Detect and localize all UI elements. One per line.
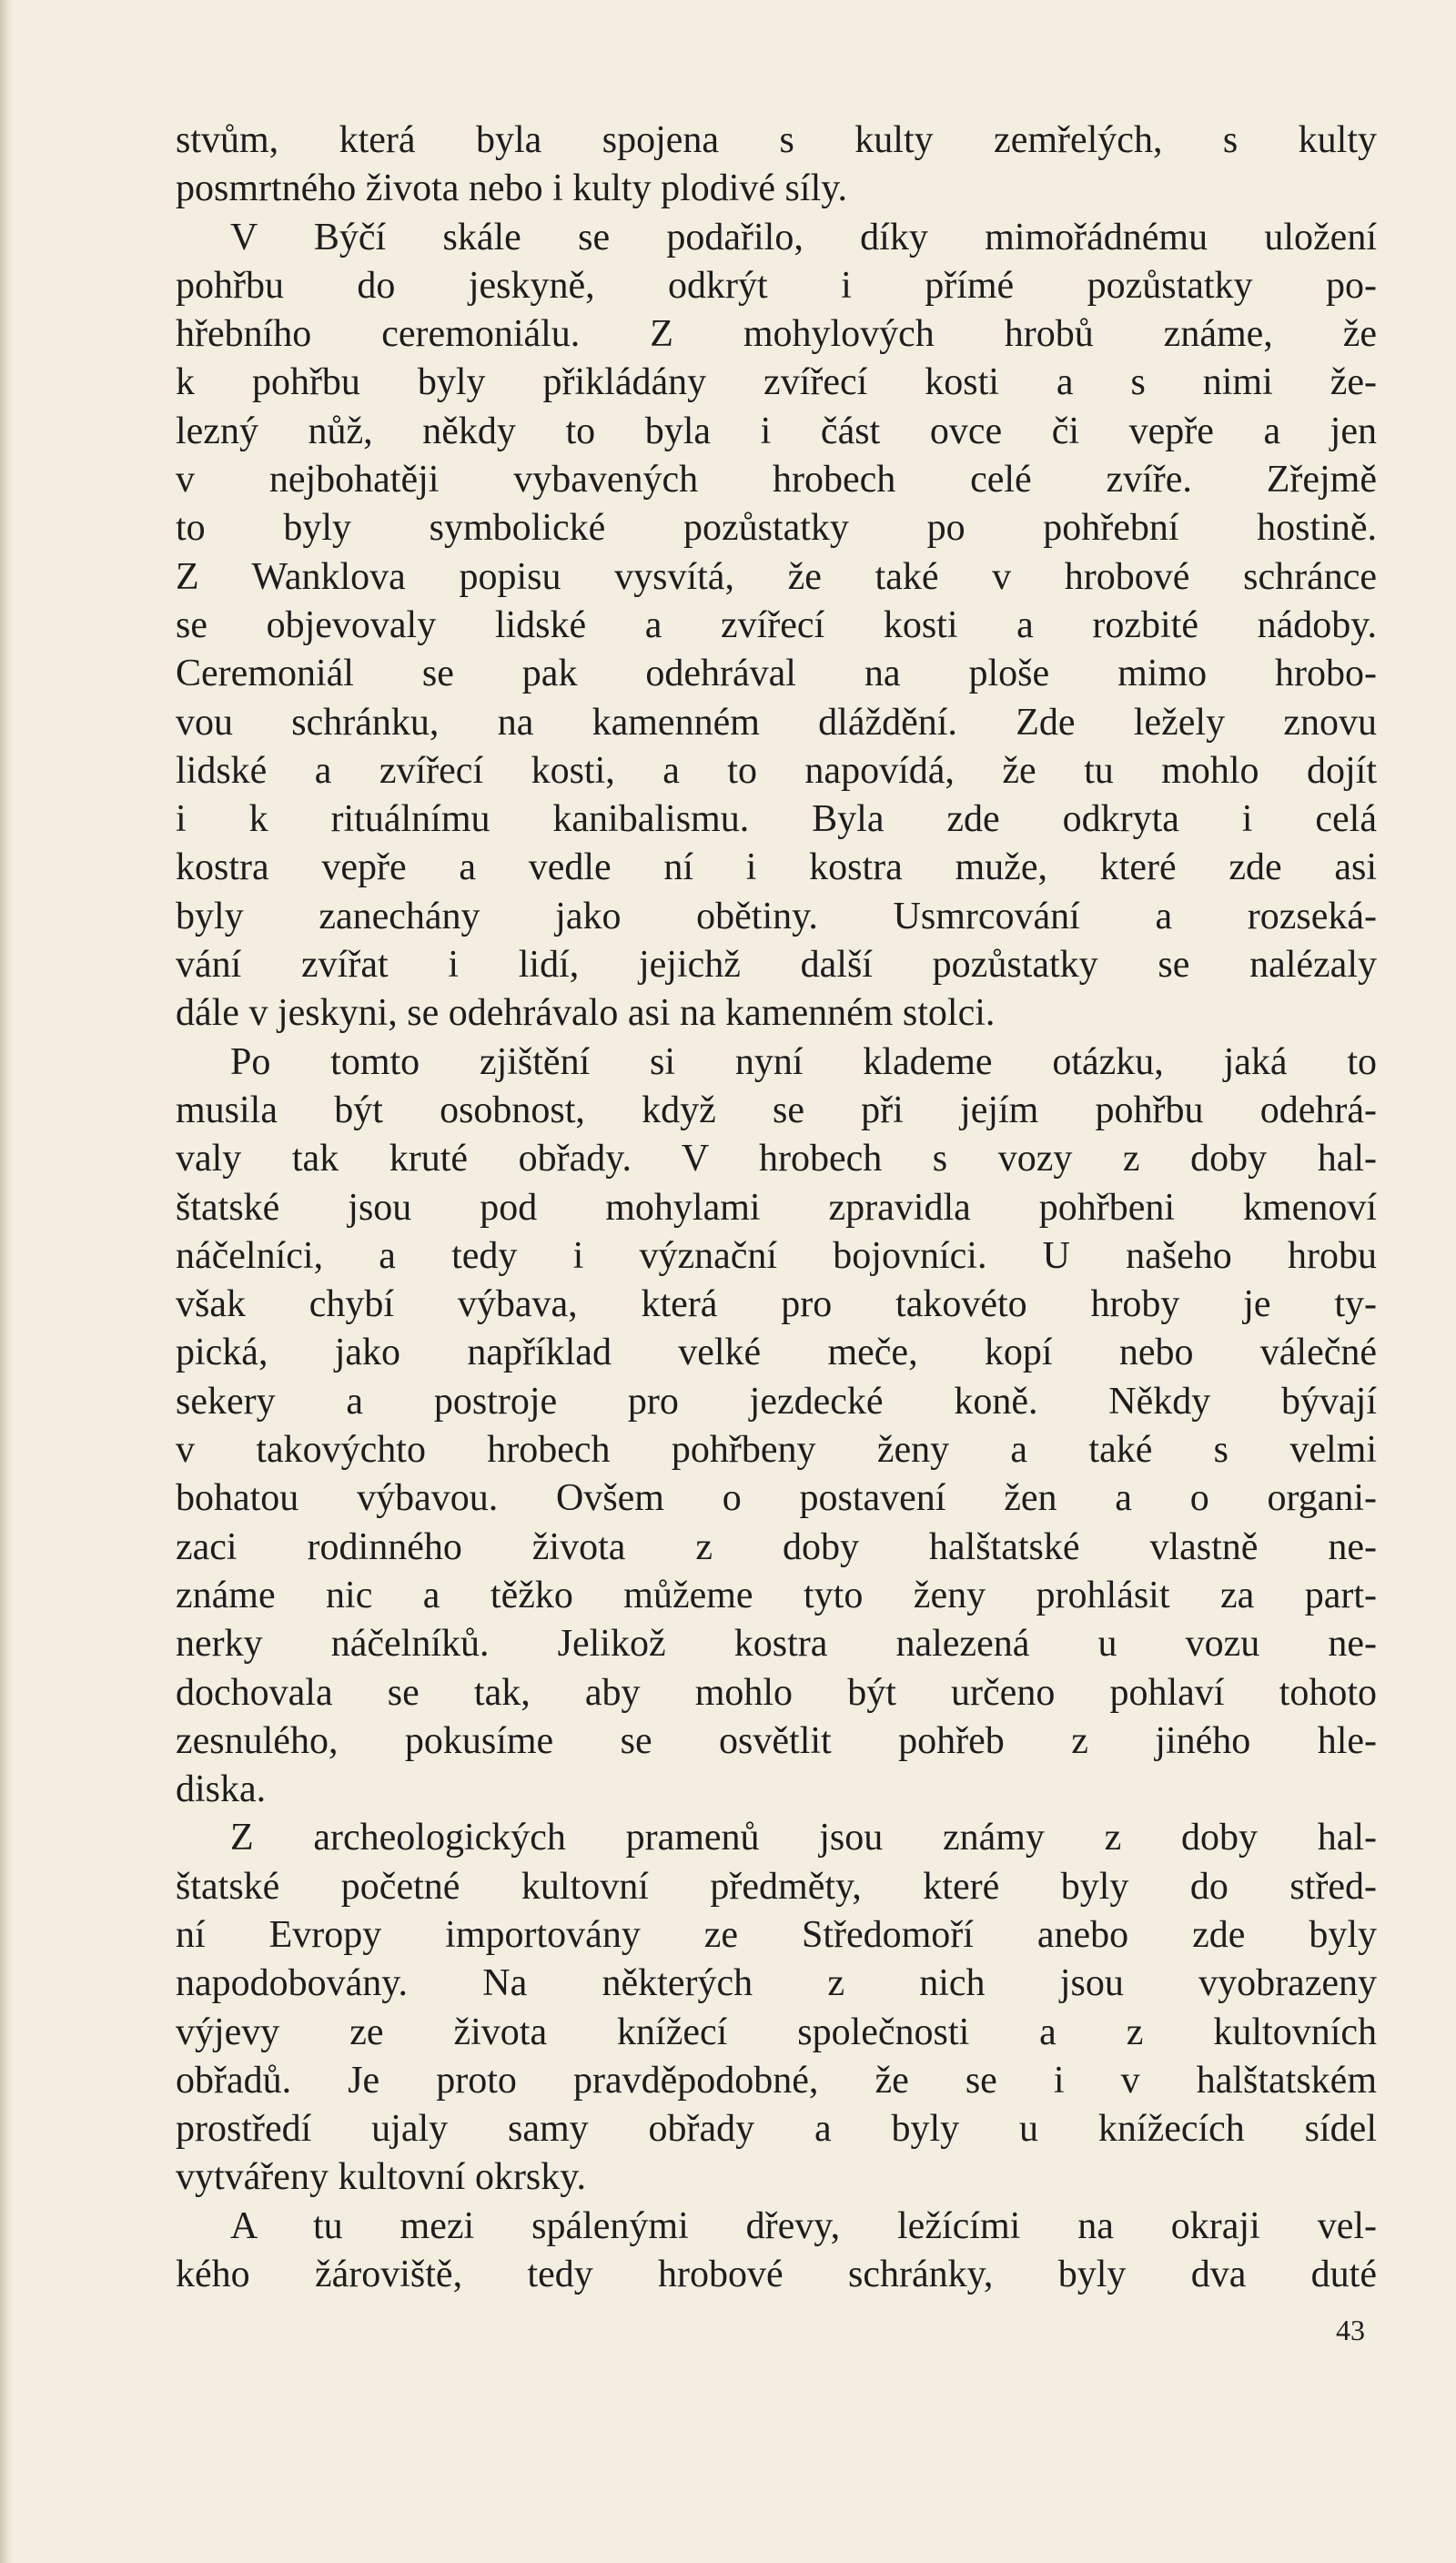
text-line: bohatou výbavou. Ovšem o postavení žen a o organi- [176,1477,1377,1520]
text-line: štatské jsou pod mohylami zpravidla pohřbeni kmenoví [176,1186,1377,1229]
text-line: náčelníci, a tedy i význační bojovníci. U našeho hrobu [176,1234,1377,1277]
text-line: zaci rodinného života z doby halštatské vlastně ne- [176,1525,1377,1568]
text-line: dochovala se tak, aby mohlo být určeno pohlaví tohoto [176,1671,1377,1714]
text-line: musila být osobnost, když se při jejím pohřbu odehrá- [176,1089,1377,1131]
text-line: Z Wanklova popisu vysvítá, že také v hrobové schránce [176,555,1377,598]
text-line: nerky náčelníků. Jelikož kostra nalezená u vozu ne- [176,1623,1377,1666]
text-line: stvům, která byla spojena s kulty zemřelých, s kulty [176,119,1377,161]
page-spine-edge [0,0,13,2563]
body-text [176,116,1377,2299]
text-line: ní Evropy importovány ze Středomoří anebo zde byly [176,1913,1377,1956]
text-line: štatské početné kultovní předměty, které byly do střed- [176,1865,1377,1908]
text-line: V Býčí skále se podařilo, díky mimořádnému uložení [230,216,1377,258]
text-line: výjevy ze života knížecí společnosti a z kultovních [176,2011,1377,2053]
page-number: 43 [1336,2314,1365,2346]
text-line: vytvářeny kultovní okrsky. [176,2156,587,2199]
text-line: i k rituálnímu kanibalismu. Byla zde odkryta i celá [176,798,1377,841]
text-line: pická, jako například velké meče, kopí nebo válečné [176,1332,1377,1374]
text-line: hřebního ceremoniálu. Z mohylových hrobů známe, že [176,313,1377,356]
text-line: k pohřbu byly přikládány zvířecí kosti a s nimi že- [176,361,1377,404]
text-line: napodobovány. Na některých z nich jsou vyobrazeny [176,1962,1377,2005]
text-line: vání zvířat i lidí, jejichž další pozůstatky se nalézaly [176,944,1377,987]
text-line: v takovýchto hrobech pohřbeny ženy a také s velmi [176,1429,1377,1472]
text-line: posmrtného života nebo i kulty plodivé síly. [176,167,848,210]
text-line: Ceremoniál se pak odehrával na ploše mimo hrobo- [176,653,1377,695]
text-line: dále v jeskyni, se odehrávalo asi na kamenném stolci. [176,992,996,1035]
text-line: to byly symbolické pozůstatky po pohřební hostině. [176,507,1377,550]
text-line: Po tomto zjištění si nyní klademe otázku, jaká to [230,1040,1377,1083]
text-line: vou schránku, na kamenném dláždění. Zde ležely znovu [176,701,1377,744]
text-line: valy tak kruté obřady. V hrobech s vozy z doby hal- [176,1138,1377,1180]
text-line: však chybí výbava, která pro takovéto hroby je ty- [176,1283,1377,1326]
text-line: v nejbohatěji vybavených hrobech celé zvíře. Zřejmě [176,459,1377,501]
text-line: obřadů. Je proto pravděpodobné, že se i v halštatském [176,2059,1377,2102]
text-line: známe nic a těžko můžeme tyto ženy prohlásit za part- [176,1574,1377,1616]
text-line: byly zanechány jako obětiny. Usmrcování a rozseká- [176,895,1377,937]
text-line: lidské a zvířecí kosti, a to napovídá, že tu mohlo dojít [176,749,1377,792]
text-line: diska. [176,1768,267,1811]
text-line: sekery a postroje pro jezdecké koně. Někdy bývají [176,1380,1377,1423]
text-line: kého žároviště, tedy hrobové schránky, byly dva duté [176,2254,1377,2296]
text-line: zesnulého, pokusíme se osvětlit pohřeb z jiného hle- [176,1719,1377,1762]
text-line: A tu mezi spálenými dřevy, ležícími na okraji vel- [230,2204,1377,2247]
text-line: se objevovaly lidské a zvířecí kosti a rozbité nádoby. [176,603,1377,646]
text-line: kostra vepře a vedle ní i kostra muže, které zde asi [176,846,1377,889]
text-line: lezný nůž, někdy to byla i část ovce či vepře a jen [176,410,1377,452]
text-line: prostředí ujaly samy obřady a byly u knížecích sídel [176,2108,1377,2151]
text-line: pohřbu do jeskyně, odkrýt i přímé pozůstatky po- [176,264,1377,307]
text-line: Z archeologických pramenů jsou známy z doby hal- [230,1817,1377,1859]
